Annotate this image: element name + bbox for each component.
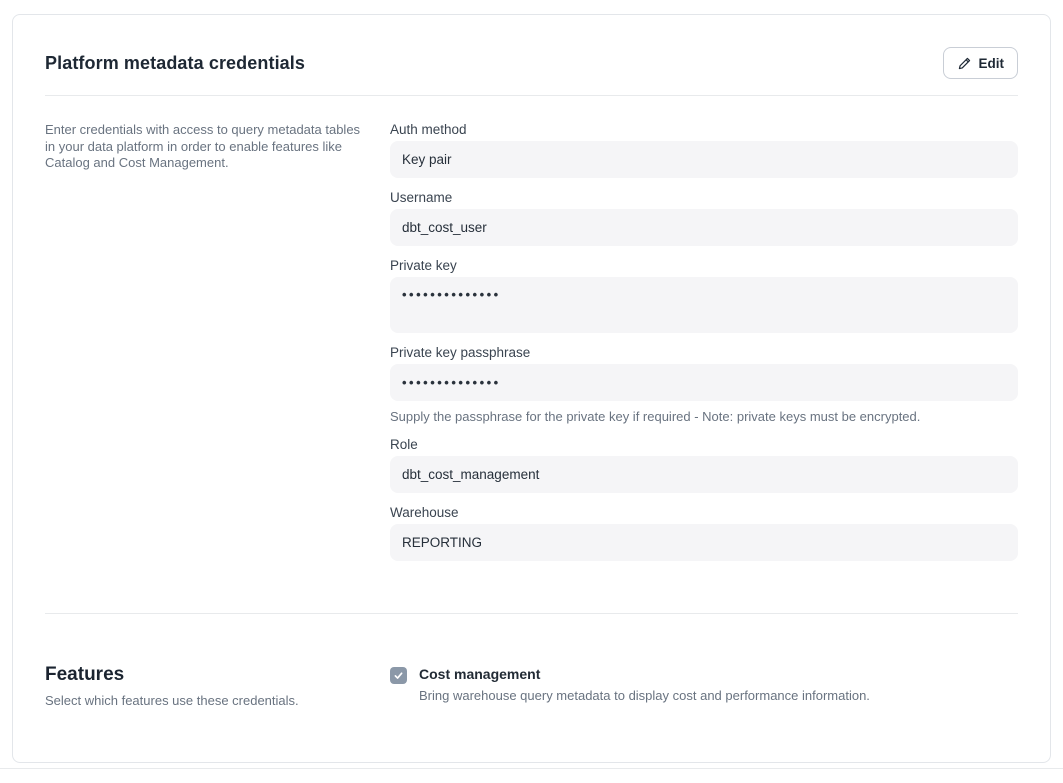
private-key-value — [390, 277, 1018, 333]
field-role — [390, 437, 1018, 493]
field-label: Private key — [390, 258, 457, 273]
edit-button[interactable] — [943, 47, 1019, 79]
field-label: Warehouse — [390, 505, 459, 520]
features-title: Features — [45, 664, 125, 685]
feature-label: Cost management — [419, 666, 541, 682]
features-subtitle: Select which features use these credentials. — [45, 693, 299, 708]
field-value: dbt_cost_user — [402, 220, 487, 235]
bottom-divider — [0, 768, 1063, 769]
features-section — [45, 614, 1018, 709]
field-private-key-passphrase — [390, 345, 1018, 425]
masked-field-value: •••••••••••••• — [402, 375, 501, 390]
edit-button-label: Edit — [978, 55, 1004, 71]
page-title: Platform metadata credentials — [45, 53, 305, 73]
passphrase-help-text: Supply the passphrase for the private key if required - Note: private keys must be encrypted. — [390, 409, 921, 424]
field-label: Role — [390, 437, 418, 452]
warehouse-value — [390, 524, 1018, 561]
masked-field-value: •••••••••••••• — [402, 287, 501, 302]
pencil-icon — [957, 56, 972, 71]
credentials-card — [12, 14, 1051, 763]
field-warehouse — [390, 505, 1018, 561]
card-header — [45, 15, 1018, 96]
field-label: Username — [390, 190, 453, 205]
field-private-key — [390, 258, 1018, 333]
checkmark-icon — [393, 670, 404, 681]
field-value: dbt_cost_management — [402, 467, 540, 482]
role-value — [390, 456, 1018, 493]
section-description: Enter credentials with access to query metadata tables in your data platform in order to enable features like Catalog and Cost Management. — [45, 122, 361, 170]
field-label: Private key passphrase — [390, 345, 531, 360]
feature-cost-management — [390, 664, 1018, 704]
field-value: REPORTING — [402, 535, 483, 550]
field-auth-method — [390, 122, 1018, 178]
field-label: Auth method — [390, 122, 467, 137]
auth-method-value — [390, 141, 1018, 178]
private-key-passphrase-value — [390, 364, 1018, 401]
features-list — [390, 664, 1018, 709]
field-username — [390, 190, 1018, 246]
credentials-section — [45, 96, 1018, 573]
username-value — [390, 209, 1018, 246]
feature-text — [419, 666, 870, 704]
credentials-form — [390, 122, 1018, 573]
features-section-intro — [45, 664, 390, 709]
cost-management-checkbox[interactable] — [390, 667, 407, 684]
field-value: Key pair — [402, 152, 452, 167]
credentials-section-intro — [45, 122, 390, 573]
feature-description: Bring warehouse query metadata to display cost and performance information. — [419, 688, 870, 703]
